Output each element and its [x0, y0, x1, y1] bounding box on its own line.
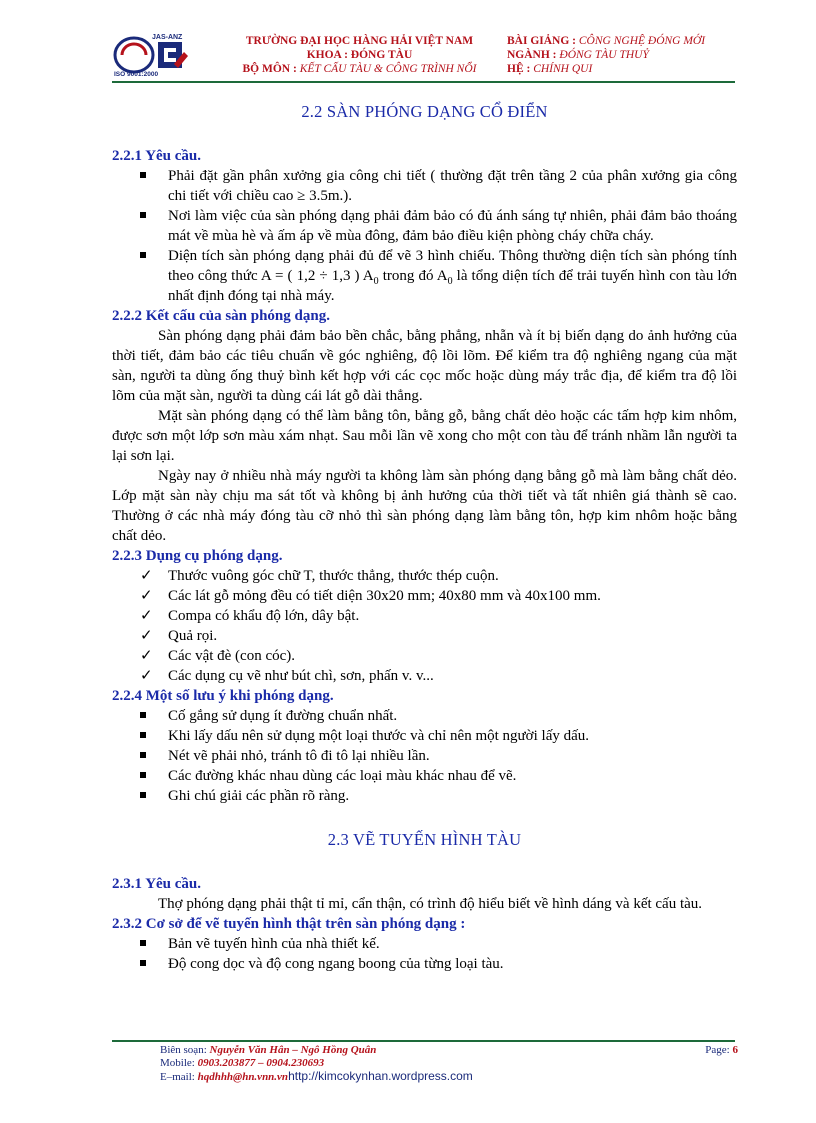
faculty-name: KHOA : ĐÓNG TÀU: [306, 49, 413, 61]
paragraph: Ngày nay ở nhiều nhà máy người ta không làm sàn phóng dạng bằng gỗ mà làm bằng chất dẻo. Lớp mặt sàn này chịu ma sát tốt và không bị ảnh hưởng của thời tiết và tất nhiên giá thành sẽ cao. Thường ở các nhà máy đóng tàu cỡ nhỏ thì sàn phóng dạng làm bằng tôn, hợp kim nhôm hoặc bằng chất dẻo.: [112, 468, 737, 544]
check-icon: ✓: [140, 568, 153, 584]
check-icon: ✓: [140, 668, 153, 684]
list-item: Nơi làm việc của sàn phóng dạng phải đảm bảo có đủ ánh sáng tự nhiên, phải đảm bảo thoáng mát về mùa hè và ấm áp về mùa đông, đảm bảo điều kiện phòng cháy chữa cháy.: [112, 206, 737, 246]
heading-2-3-2: 2.3.2 Cơ sở để vẽ tuyến hình thật trên sàn phóng dạng :: [112, 916, 466, 932]
list-item: ✓ Compa có khẩu độ lớn, dây bật.: [140, 608, 360, 624]
bullet-square-icon: [140, 772, 146, 778]
mobile-line: Mobile: 0903.203877 – 0904.230693: [160, 1057, 325, 1069]
university-name: TRƯỜNG ĐẠI HỌC HÀNG HẢI VIỆT NAM: [245, 35, 474, 47]
page-number: Page: 6: [705, 1044, 738, 1056]
department-line: BỘ MÔN : KẾT CẤU TÀU & CÔNG TRÌNH NỔI: [242, 63, 477, 75]
list-item: ✓ Các vật đè (con cóc).: [140, 648, 296, 664]
header-course: [507, 34, 737, 76]
list-item: Khi lấy dấu nên sử dụng một loại thước và chỉ nên một người lấy dấu.: [112, 726, 737, 746]
list-item: Cố gắng sử dụng ít đường chuẩn nhất.: [112, 706, 737, 726]
bullet-square-icon: [140, 960, 146, 966]
email-line: E–mail: hqdhhh@hn.vnn.vnhttp://kimcokynhan.wordpress.com: [160, 1069, 473, 1083]
footer-divider: [112, 1040, 735, 1042]
header-institution: [217, 34, 502, 76]
list-item: Ghi chú giải các phần rõ ràng.: [112, 786, 737, 806]
paragraph: Sàn phóng dạng phải đảm bảo bền chắc, bằng phẳng, nhẵn và ít bị biến dạng do ảnh hưởng của thời tiết, đảm bảo các tiêu chuẩn về góc nghiêng, độ lồi lõm. Để kiểm tra độ nghiêng ngang của mặt sàn, người ta dùng ống thuỷ bình kết hợp với các cọc mốc hoặc dùng máy trắc địa, để kiểm tra độ lồi lõm của mặt sàn, người ta dùng cái lát gỗ dài thẳng.: [112, 328, 737, 404]
heading-2-2-3: 2.2.3 Dụng cụ phóng dạng.: [112, 548, 283, 564]
check-icon: ✓: [140, 628, 153, 644]
logo-top-text: JAS-ANZ: [152, 34, 183, 41]
bullet-square-icon: [140, 940, 146, 946]
bullet-square-icon: [140, 792, 146, 798]
section-title-2-3: 2.3 VẼ TUYẾN HÌNH TÀU: [327, 830, 522, 849]
check-icon: ✓: [140, 588, 153, 604]
system-line: HỆ : CHÍNH QUI: [507, 63, 593, 75]
paragraph: Thợ phóng dạng phải thật tỉ mỉ, cẩn thận, có trình độ hiểu biết về hình dáng và kết cấu tàu.: [158, 896, 703, 912]
heading-2-2-2: 2.2.2 Kết cấu của sàn phóng dạng.: [112, 308, 330, 324]
list-item: Phải đặt gần phân xưởng gia công chi tiết ( thường đặt trên tầng 2 của phân xưởng gia công chi tiết với chiều cao ≥ 3.5m.).: [112, 166, 737, 206]
page-footer: [160, 1044, 740, 1084]
list-item: Bản vẽ tuyến hình của nhà thiết kế.: [112, 934, 737, 954]
header-divider: [112, 81, 735, 83]
check-icon: ✓: [140, 608, 153, 624]
list-item: Các đường khác nhau dùng các loại màu khác nhau để vẽ.: [112, 766, 737, 786]
list-item: ✓ Các lát gỗ mỏng đều có tiết diện 30x20 mm; 40x80 mm và 40x100 mm.: [140, 588, 601, 604]
bullet-square-icon: [140, 712, 146, 718]
list-item: Nét vẽ phải nhỏ, tránh tô đi tô lại nhiều lần.: [112, 746, 737, 766]
page-header: [112, 32, 732, 82]
bullet-square-icon: [140, 172, 146, 178]
lecture-line: BÀI GIẢNG : CÔNG NGHỆ ĐÓNG MỚI: [507, 35, 706, 47]
bullet-square-icon: [140, 252, 146, 258]
major-line: NGÀNH : ĐÓNG TÀU THUỶ: [507, 49, 649, 61]
list-item: Độ cong dọc và độ cong ngang boong của từng loại tàu.: [112, 954, 737, 974]
section-title-2-2: 2.2 SÀN PHÓNG DẠNG CỔ ĐIỂN: [301, 102, 548, 121]
email-link[interactable]: hqdhhh@hn.vnn.vn: [197, 1071, 289, 1083]
document-body: [112, 96, 737, 974]
author-line: Biên soạn: Nguyễn Văn Hân – Ngô Hồng Quân: [160, 1044, 377, 1056]
heading-2-2-1: 2.2.1 Yêu cầu.: [112, 148, 202, 164]
check-icon: ✓: [140, 648, 153, 664]
logo-bottom-text: ISO 9001:2000: [114, 71, 159, 78]
bullet-square-icon: [140, 752, 146, 758]
bullet-square-icon: [140, 212, 146, 218]
list-item: ✓ Các dụng cụ vẽ như bút chì, sơn, phấn v. v...: [140, 668, 434, 684]
list-item: Diện tích sàn phóng dạng phải đủ để vẽ 3 hình chiếu. Thông thường diện tích sàn phóng tính theo công thức A = ( 1,2 ÷ 1,3 ) $A_0$ trong đó $A_0$ là tổng diện tích để trải tuyến hình con tàu lớn nhất định đóng tại nhà máy.: [112, 246, 737, 306]
bullet-square-icon: [140, 732, 146, 738]
list-item: ✓ Quả rọi.: [140, 628, 218, 644]
heading-2-2-4: 2.2.4 Một số lưu ý khi phóng dạng.: [112, 688, 334, 704]
list-item: ✓ Thước vuông góc chữ T, thước thẳng, thước thép cuộn.: [140, 568, 499, 584]
quacert-logo: [112, 34, 204, 80]
paragraph: Mặt sàn phóng dạng có thể làm bằng tôn, bằng gỗ, bằng chất dẻo hoặc các tấm hợp kim nhôm, được sơn một lớp sơn màu xám nhạt. Sau mỗi lần vẽ xong cho một con tàu để tránh nhầm lẫn người ta lại sơn lại.: [112, 408, 737, 464]
heading-2-3-1: 2.3.1 Yêu cầu.: [112, 876, 202, 892]
website-link[interactable]: http://kimcokynhan.wordpress.com: [288, 1069, 473, 1083]
